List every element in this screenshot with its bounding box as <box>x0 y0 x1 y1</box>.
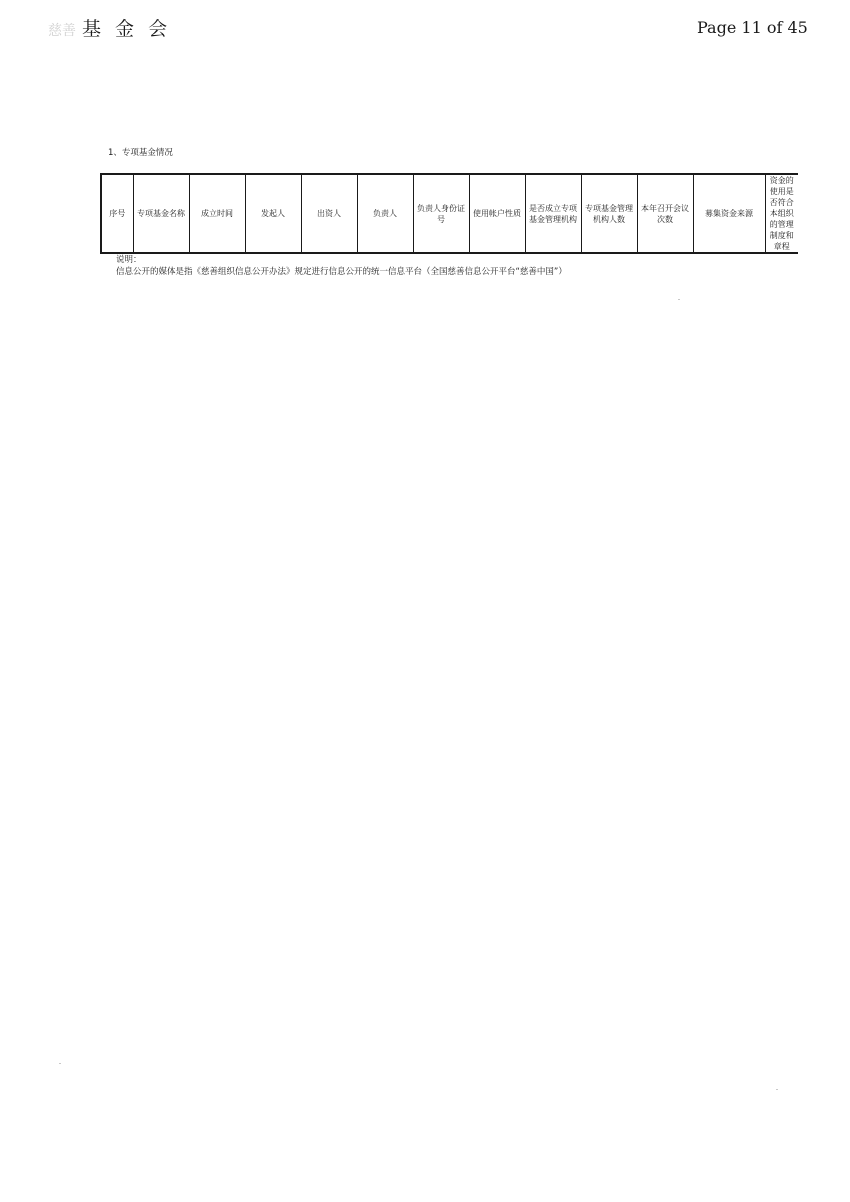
header-org <box>48 14 171 41</box>
section-title: 1、专项基金情况 <box>108 148 173 158</box>
column-header: 专项基金管理机构人数 <box>581 174 637 253</box>
scan-speck <box>678 299 680 300</box>
notes-text: 信息公开的媒体是指《慈善组织信息公开办法》规定进行信息公开的统一信息平台（全国慈善信息公开平台“慈善中国”） <box>116 267 567 277</box>
special-fund-table <box>100 173 798 254</box>
column-header: 资金的使用是否符合本组织的管理制度和章程 <box>765 174 798 253</box>
column-header: 成立时间 <box>189 174 245 253</box>
column-header: 发起人 <box>245 174 301 253</box>
header-faded-prefix: 慈善 <box>48 23 76 39</box>
scan-speck <box>776 1089 778 1090</box>
page-number: Page 11 of 45 <box>697 18 808 37</box>
table-header-row <box>101 174 798 253</box>
column-header: 使用帐户性质 <box>469 174 525 253</box>
column-header: 出资人 <box>301 174 357 253</box>
column-header: 本年召开会议次数 <box>637 174 693 253</box>
notes <box>116 254 567 278</box>
column-header: 负责人身份证号 <box>413 174 469 253</box>
column-header: 序号 <box>101 174 133 253</box>
header-org-name: 基 金 会 <box>82 18 172 40</box>
column-header: 募集资金来源 <box>693 174 765 253</box>
column-header: 是否成立专项基金管理机构 <box>525 174 581 253</box>
notes-label: 说明： <box>116 255 142 265</box>
column-header: 负责人 <box>357 174 413 253</box>
scan-speck <box>59 1063 61 1064</box>
column-header: 专项基金名称 <box>133 174 189 253</box>
